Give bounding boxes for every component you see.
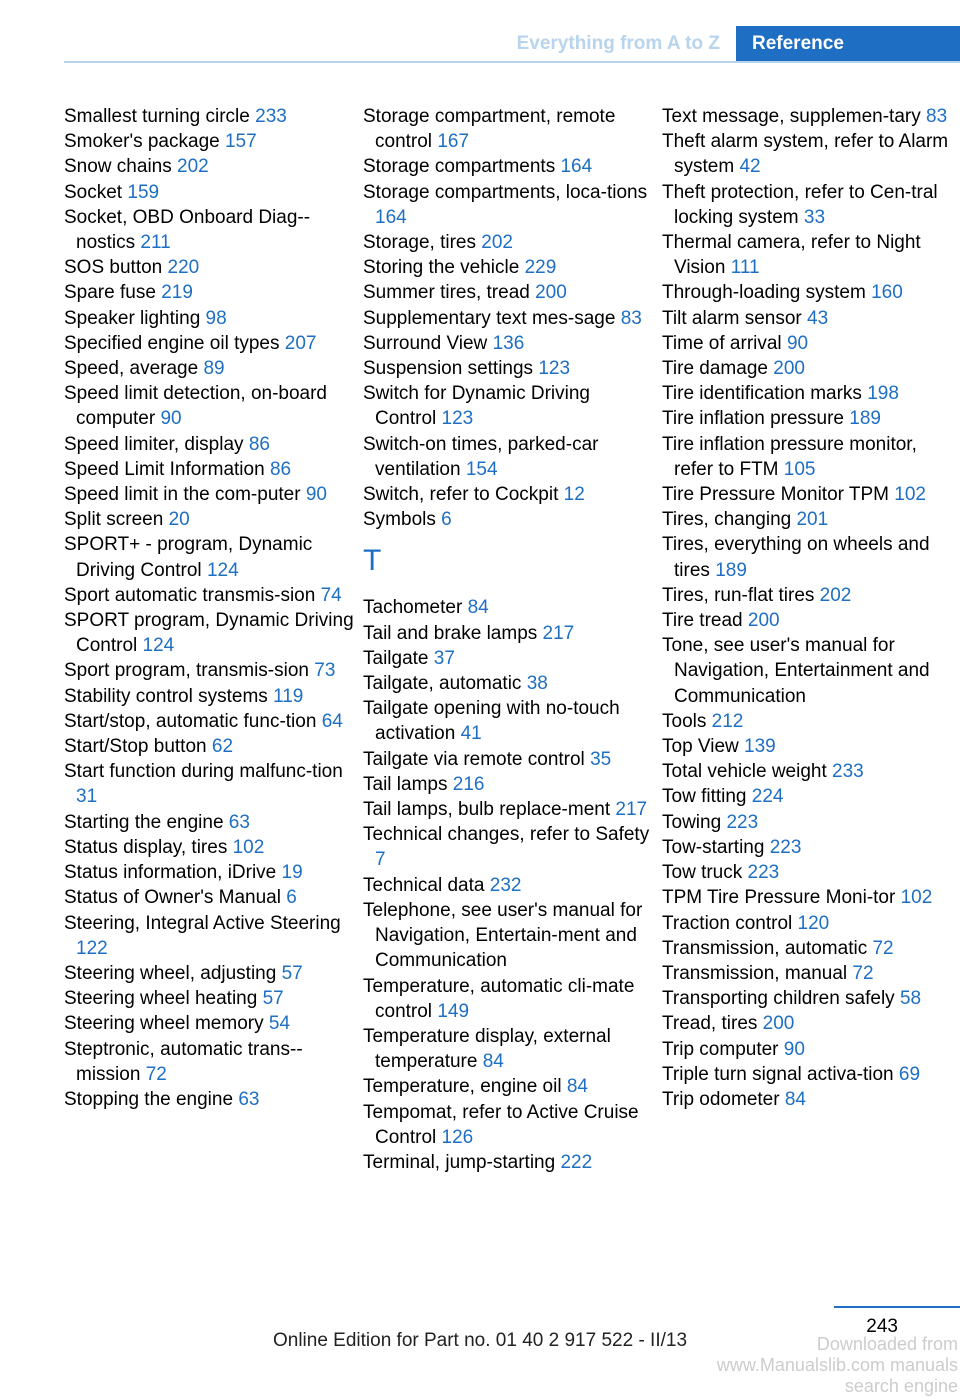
index-entry-page-link[interactable]: 102 [900, 887, 933, 909]
index-entry [64, 684, 354, 709]
index-entry-term: Steptronic, automatic trans-mission [64, 1038, 303, 1085]
index-entry-page-link[interactable]: 201 [796, 509, 829, 531]
index-entry [64, 507, 354, 532]
index-entry-page-link[interactable]: 136 [492, 332, 525, 354]
index-entry-term: Status information, iDrive [64, 862, 277, 884]
index-entry-page-link[interactable]: 164 [560, 156, 593, 178]
index-entry-page-link[interactable]: 12 [563, 484, 585, 506]
index-entry-page-link[interactable]: 223 [726, 811, 759, 833]
index-entry [363, 255, 653, 280]
index-entry [662, 482, 958, 507]
index-entry-term: Socket, OBD Onboard Diag-nostics [64, 206, 311, 254]
index-entry-page-link[interactable]: 86 [248, 433, 270, 455]
index-entry-term: Speaker lighting [64, 307, 201, 329]
index-entry-page-link[interactable]: 189 [849, 408, 881, 430]
index-entry-term: Storage compartment, remote control [363, 106, 616, 153]
index-entry [662, 835, 958, 860]
index-entry-page-link[interactable]: 20 [168, 509, 190, 531]
index-entry [64, 205, 354, 255]
index-entry-page-link[interactable]: 157 [224, 131, 257, 153]
index-entry [662, 1037, 958, 1062]
index-entry-term: Tow-starting [662, 836, 765, 858]
index-entry-page-link[interactable]: 119 [273, 685, 304, 707]
index-entry-term: Tailgate via remote control [363, 748, 585, 770]
index-entry-page-link[interactable]: 83 [926, 106, 948, 127]
index-entry-term: Tire damage [662, 358, 768, 380]
index-entry-term: Summer tires, tread [363, 282, 530, 304]
index-entry [662, 911, 958, 936]
index-entry [363, 507, 653, 532]
index-entry-term: Surround View [363, 332, 488, 354]
index-entry-page-link[interactable]: 54 [268, 1013, 291, 1035]
index-entry-page-link[interactable]: 62 [211, 736, 234, 758]
index-entry-term: Socket [64, 181, 123, 203]
index-entry-page-link[interactable]: 102 [894, 484, 926, 506]
index-entry-page-link[interactable]: 31 [76, 786, 98, 808]
index-entry-term: Starting the engine [64, 811, 224, 833]
index-entry-page-link[interactable]: 19 [281, 862, 303, 884]
index-entry-page-link[interactable]: 164 [375, 206, 407, 228]
index-entry-term: Tail lamps, bulb replace-ment [363, 799, 611, 821]
index-entry [662, 406, 958, 431]
index-entry [363, 772, 653, 797]
index-entry-page-link[interactable]: 202 [177, 156, 209, 178]
index-entry [363, 180, 653, 230]
index-entry-page-link[interactable]: 90 [786, 332, 809, 354]
index-entry-term: Supplementary text mes-sage [363, 307, 616, 329]
index-entry-page-link[interactable]: 7 [375, 849, 386, 871]
index-entry-term: Start/stop, automatic func-tion [64, 710, 317, 732]
index-entry-term: Steering wheel, adjusting [64, 962, 277, 984]
index-entry [662, 306, 958, 331]
index-entry-term: Split screen [64, 509, 164, 531]
index-entry-term: Tire inflation pressure monitor, refer to FTM [662, 433, 917, 480]
index-entry-page-link[interactable]: 149 [437, 1000, 470, 1022]
index-entry-term: Temperature, automatic cli-mate control [363, 975, 635, 1022]
index-entry [64, 734, 354, 759]
index-entry-page-link[interactable]: 124 [206, 559, 239, 581]
index-entry-page-link[interactable]: 84 [482, 1051, 504, 1073]
index-entry [64, 1011, 354, 1036]
index-entry-page-link[interactable]: 6 [441, 509, 452, 531]
index-entry [363, 595, 653, 620]
index-entry-page-link[interactable]: 217 [615, 799, 648, 821]
index-entry [363, 1150, 653, 1175]
index-entry [363, 747, 653, 772]
index-entry-page-link[interactable]: 86 [269, 458, 292, 480]
index-entry-term: Transmission, manual [662, 962, 848, 984]
index-entry [363, 898, 653, 974]
index-entry-term: Stability control systems [64, 685, 268, 707]
index-entry [662, 810, 958, 835]
index-entry [64, 810, 354, 835]
index-entry-term: Status display, tires [64, 836, 228, 858]
header-divider [64, 61, 960, 63]
index-entry [64, 457, 354, 482]
index-entry-term: SPORT+ - program, Dynamic Driving Control [64, 534, 313, 581]
index-entry-term: Tail and brake lamps [363, 622, 538, 644]
index-entry [64, 1087, 354, 1112]
index-entry-page-link[interactable]: 43 [807, 307, 829, 329]
index-entry-term: Tailgate [363, 647, 429, 669]
page-number: 243 [866, 1316, 898, 1337]
index-entry-page-link[interactable]: 123 [538, 358, 571, 380]
index-entry [64, 356, 354, 381]
index-entry [662, 734, 958, 759]
index-entry-term: Smallest turning circle [64, 106, 250, 127]
index-entry-term: Time of arrival [662, 332, 782, 354]
index-entry-page-link[interactable]: 102 [232, 836, 265, 858]
index-entry-page-link[interactable]: 120 [797, 912, 830, 934]
index-entry [363, 306, 653, 331]
index-entry [662, 1011, 958, 1036]
index-entry [662, 583, 958, 608]
index-entry [64, 860, 354, 885]
index-entry-term: Transporting children safely [662, 988, 895, 1010]
index-entry-page-link[interactable]: 69 [898, 1063, 921, 1085]
index-entry-term: Steering wheel memory [64, 1013, 264, 1035]
index-entry-term: SPORT program, Dynamic Driving Control [64, 610, 354, 657]
index-entry-term: Telephone, see user's manual for Navigation, Entertain-ment and Communication [363, 899, 643, 972]
index-entry [363, 1100, 653, 1150]
index-entry [662, 784, 958, 809]
index-entry-page-link[interactable]: 72 [872, 937, 894, 959]
index-entry-term: Switch, refer to Cockpit [363, 484, 559, 506]
index-entry [64, 432, 354, 457]
index-entry [64, 658, 354, 683]
index-entry [64, 885, 354, 910]
index-entry [363, 974, 653, 1024]
index-entry [662, 1062, 958, 1087]
index-entry-term: Suspension settings [363, 358, 534, 380]
index-entry [363, 873, 653, 898]
index-entry-term: Towing [662, 811, 722, 833]
index-entry [64, 306, 354, 331]
index-entry [363, 104, 653, 154]
index-entry [64, 986, 354, 1011]
index-entry [64, 961, 354, 986]
index-entry-term: Switch-on times, parked-car ventilation [363, 433, 599, 480]
index-entry-page-link[interactable]: 74 [320, 584, 342, 606]
index-entry [363, 381, 653, 431]
index-entry-term: Tone, see user's manual for Navigation, Entertainment and Communication [662, 635, 930, 707]
index-entry-term: Technical data [363, 874, 485, 896]
index-entry-term: Stopping the engine [64, 1088, 234, 1110]
index-entry-page-link[interactable]: 220 [167, 257, 200, 279]
index-entry [363, 154, 653, 179]
index-entry [363, 356, 653, 381]
index-entry-term: Storing the vehicle [363, 257, 520, 279]
index-entry-term: Trip computer [662, 1038, 779, 1060]
index-column-2 [363, 104, 653, 1175]
index-entry [662, 936, 958, 961]
index-entry [662, 759, 958, 784]
index-entry [363, 671, 653, 696]
index-entry-term: Storage compartments, loca-tions [363, 181, 648, 203]
index-entry-page-link[interactable]: 111 [730, 257, 760, 279]
index-entry [64, 331, 354, 356]
index-entry-page-link[interactable]: 105 [783, 458, 816, 480]
index-entry-page-link[interactable]: 37 [433, 647, 455, 669]
index-entry [662, 104, 958, 129]
index-entry [363, 1074, 653, 1099]
index-entry-page-link[interactable]: 154 [465, 458, 498, 480]
index-entry-term: Speed limit detection, on-board computer [64, 383, 327, 430]
index-entry [64, 154, 354, 179]
index-entry-page-link[interactable]: 202 [819, 584, 852, 606]
index-entry-term: Switch for Dynamic Driving Control [363, 383, 590, 430]
index-entry-page-link[interactable]: 159 [127, 181, 160, 203]
index-entry-page-link[interactable]: 200 [762, 1013, 795, 1035]
index-entry-page-link[interactable]: 98 [205, 307, 227, 329]
index-entry [64, 129, 354, 154]
index-entry-page-link[interactable]: 64 [321, 710, 343, 732]
index-entry [64, 104, 354, 129]
index-entry-page-link[interactable]: 58 [899, 988, 922, 1010]
index-entry [64, 709, 354, 734]
index-entry-page-link[interactable]: 200 [747, 610, 780, 632]
index-entry-term: Tread, tires [662, 1013, 758, 1035]
index-entry [64, 482, 354, 507]
index-entry-page-link[interactable]: 126 [441, 1126, 474, 1148]
index-entry-page-link[interactable]: 90 [783, 1038, 805, 1060]
index-entry-term: SOS button [64, 257, 163, 279]
index-entry [363, 331, 653, 356]
index-entry [363, 482, 653, 507]
index-entry [662, 633, 958, 709]
index-entry [662, 507, 958, 532]
index-entry [662, 885, 958, 910]
index-entry [363, 1024, 653, 1074]
index-entry-page-link[interactable]: 84 [467, 597, 489, 619]
index-entry [363, 822, 653, 872]
index-entry-page-link[interactable]: 38 [526, 673, 548, 695]
index-entry-page-link[interactable]: 233 [832, 761, 864, 783]
index-entry-page-link[interactable]: 72 [145, 1063, 167, 1085]
index-entry [64, 835, 354, 860]
index-entry-term: Symbols [363, 509, 436, 531]
header-tab-reference[interactable]: Reference [736, 26, 960, 61]
index-entry [363, 797, 653, 822]
index-entry-term: Speed limit in the com-puter [64, 484, 301, 506]
index-entry-term: Tail lamps [363, 773, 448, 795]
index-entry-term: Tachometer [363, 597, 463, 619]
index-entry-term: Tire Pressure Monitor TPM [662, 484, 889, 506]
index-entry-term: Specified engine oil types [64, 332, 280, 354]
index-entry-page-link[interactable]: 222 [560, 1151, 593, 1173]
index-entry [662, 230, 958, 280]
index-entry-page-link[interactable]: 73 [314, 660, 336, 682]
index-entry-term: Traction control [662, 912, 793, 934]
index-entry-term: Tires, everything on wheels and tires [662, 534, 930, 581]
index-entry [64, 532, 354, 582]
index-entry [662, 381, 958, 406]
index-entry-page-link[interactable]: 63 [238, 1088, 260, 1110]
index-entry-page-link[interactable]: 6 [286, 887, 297, 909]
index-entry-term: Terminal, jump-starting [363, 1151, 556, 1173]
index-entry-term: Top View [662, 736, 739, 758]
index-entry-page-link[interactable]: 89 [203, 358, 225, 380]
index-entry-page-link[interactable]: 84 [566, 1076, 588, 1098]
index-entry [662, 608, 958, 633]
index-entry-page-link[interactable]: 33 [803, 206, 826, 228]
index-entry-term: Transmission, automatic [662, 937, 868, 959]
index-entry-page-link[interactable]: 207 [284, 332, 317, 354]
index-entry [64, 180, 354, 205]
index-entry-term: Tools [662, 710, 707, 732]
index-entry-term: Thermal camera, refer to Night Vision [662, 232, 921, 279]
index-entry-page-link[interactable]: 223 [747, 862, 780, 884]
header-section-title: Everything from A to Z [516, 33, 720, 54]
index-entry-term: Technical changes, refer to Safety [363, 824, 650, 846]
index-entry-page-link[interactable]: 160 [871, 282, 903, 304]
edition-note: Online Edition for Part no. 01 40 2 917 522 - II/13 [272, 1330, 688, 1351]
index-entry-term: Tires, changing [662, 509, 792, 531]
index-entry-page-link[interactable]: 122 [76, 937, 108, 959]
index-entry-page-link[interactable]: 123 [441, 408, 474, 430]
index-entry-page-link[interactable]: 72 [852, 962, 874, 984]
index-entry [662, 280, 958, 305]
index-entry-term: Theft protection, refer to Cen-tral locking system [662, 181, 938, 228]
index-entry [64, 583, 354, 608]
index-entry-term: Storage compartments [363, 156, 556, 178]
index-entry-page-link[interactable]: 232 [489, 874, 522, 896]
index-entry [662, 432, 958, 482]
index-entry [662, 331, 958, 356]
index-entry-page-link[interactable]: 200 [773, 358, 805, 380]
index-entry-page-link[interactable]: 216 [452, 773, 485, 795]
index-entry-page-link[interactable]: 57 [281, 962, 303, 984]
index-entry-page-link[interactable]: 90 [305, 484, 327, 506]
index-entry [363, 696, 653, 746]
index-entry [64, 280, 354, 305]
index-entry [662, 1087, 958, 1112]
index-entry-term: Theft alarm system, refer to Alarm system [662, 131, 949, 178]
index-entry-page-link[interactable]: 63 [228, 811, 250, 833]
index-entry-page-link[interactable]: 202 [481, 232, 513, 254]
index-entry-term: Sport automatic transmis-sion [64, 584, 316, 606]
index-entry-term: Tire identification marks [662, 383, 862, 405]
index-entry [64, 381, 354, 431]
index-entry [662, 129, 958, 179]
index-entry-page-link[interactable]: 223 [769, 836, 802, 858]
index-entry-term: Start/Stop button [64, 736, 207, 758]
index-entry-term: Speed Limit Information [64, 458, 265, 480]
index-entry [363, 280, 653, 305]
index-entry-page-link[interactable]: 35 [590, 748, 612, 770]
index-entry [363, 621, 653, 646]
index-entry-page-link[interactable]: 41 [460, 723, 482, 745]
index-letter-heading: T [363, 544, 382, 578]
index-entry-page-link[interactable]: 229 [524, 257, 557, 279]
index-entry-page-link[interactable]: 198 [867, 383, 899, 405]
index-entry [363, 646, 653, 671]
index-entry-term: Temperature display, external temperature [363, 1025, 611, 1073]
index-entry [64, 911, 354, 961]
index-entry [662, 860, 958, 885]
index-entry-term: Text message, supplemen-tary [662, 106, 921, 127]
index-entry-term: TPM Tire Pressure Moni-tor [662, 887, 896, 909]
index-entry [662, 709, 958, 734]
index-entry-page-link[interactable]: 200 [535, 282, 567, 304]
index-entry [662, 356, 958, 381]
index-entry-term: Speed, average [64, 358, 199, 380]
index-entry-page-link[interactable]: 124 [142, 635, 175, 657]
index-entry-page-link[interactable]: 57 [262, 988, 284, 1010]
index-entry-page-link[interactable]: 233 [255, 106, 287, 127]
index-entry-page-link[interactable]: 90 [160, 408, 182, 430]
index-entry-term: Sport program, transmis-sion [64, 660, 309, 682]
index-entry-term: Triple turn signal activa-tion [662, 1063, 894, 1085]
index-entry [363, 432, 653, 482]
index-entry-term: Start function during malfunc-tion [64, 761, 343, 783]
index-entry [662, 986, 958, 1011]
index-entry-term: Tailgate opening with no-touch activation [363, 698, 620, 745]
index-entry-term: Storage, tires [363, 232, 476, 254]
index-entry [64, 1037, 354, 1087]
index-entry [662, 180, 958, 230]
index-entry-term: Temperature, engine oil [363, 1076, 562, 1098]
index-entry [662, 961, 958, 986]
watermark: Downloaded from www.Manualslib.com manuals search engine [716, 1334, 958, 1396]
index-entry-term: Tow truck [662, 862, 743, 884]
index-entry-term: Trip odometer [662, 1088, 780, 1110]
index-entry-page-link[interactable]: 167 [437, 131, 470, 153]
index-entry-page-link[interactable]: 139 [744, 736, 776, 758]
index-entry-page-link[interactable]: 189 [715, 559, 747, 581]
index-entry [64, 255, 354, 280]
index-entry-term: Tire tread [662, 610, 743, 632]
index-entry-term: Through-loading system [662, 282, 866, 304]
index-entry-term: Smoker's package [64, 131, 220, 153]
index-entry-term: Tires, run-flat tires [662, 584, 815, 606]
footer-divider [834, 1306, 960, 1308]
index-entry-term: Tempomat, refer to Active Cruise Control [363, 1101, 639, 1148]
index-entry [662, 532, 958, 582]
index-entry-term: Total vehicle weight [662, 761, 827, 783]
index-entry-term: Speed limiter, display [64, 433, 244, 455]
index-entry-page-link[interactable]: 217 [542, 622, 575, 644]
index-column-1 [64, 104, 354, 1112]
index-entry-term: Spare fuse [64, 282, 156, 304]
index-entry-page-link[interactable]: 84 [784, 1088, 806, 1110]
index-entry-term: Tow fitting [662, 786, 747, 808]
index-entry-term: Snow chains [64, 156, 172, 178]
index-entry-page-link[interactable]: 224 [751, 786, 784, 808]
index-column-3 [662, 104, 958, 1112]
index-entry-page-link[interactable]: 211 [140, 232, 171, 254]
index-entry [64, 759, 354, 809]
index-entry-page-link[interactable]: 42 [739, 156, 761, 178]
index-entry-term: Tire inflation pressure [662, 408, 844, 430]
index-entry-page-link[interactable]: 219 [161, 282, 193, 304]
index-entry-term: Steering wheel heating [64, 988, 258, 1010]
index-entry-term: Steering, Integral Active Steering [64, 912, 341, 934]
index-entry-page-link[interactable]: 83 [620, 307, 642, 329]
index-entry-term: Status of Owner's Manual [64, 887, 281, 909]
index-entry [64, 608, 354, 658]
index-entry [363, 230, 653, 255]
index-entry-term: Tilt alarm sensor [662, 307, 802, 329]
index-entry-page-link[interactable]: 212 [711, 710, 744, 732]
index-entry-term: Tailgate, automatic [363, 673, 522, 695]
